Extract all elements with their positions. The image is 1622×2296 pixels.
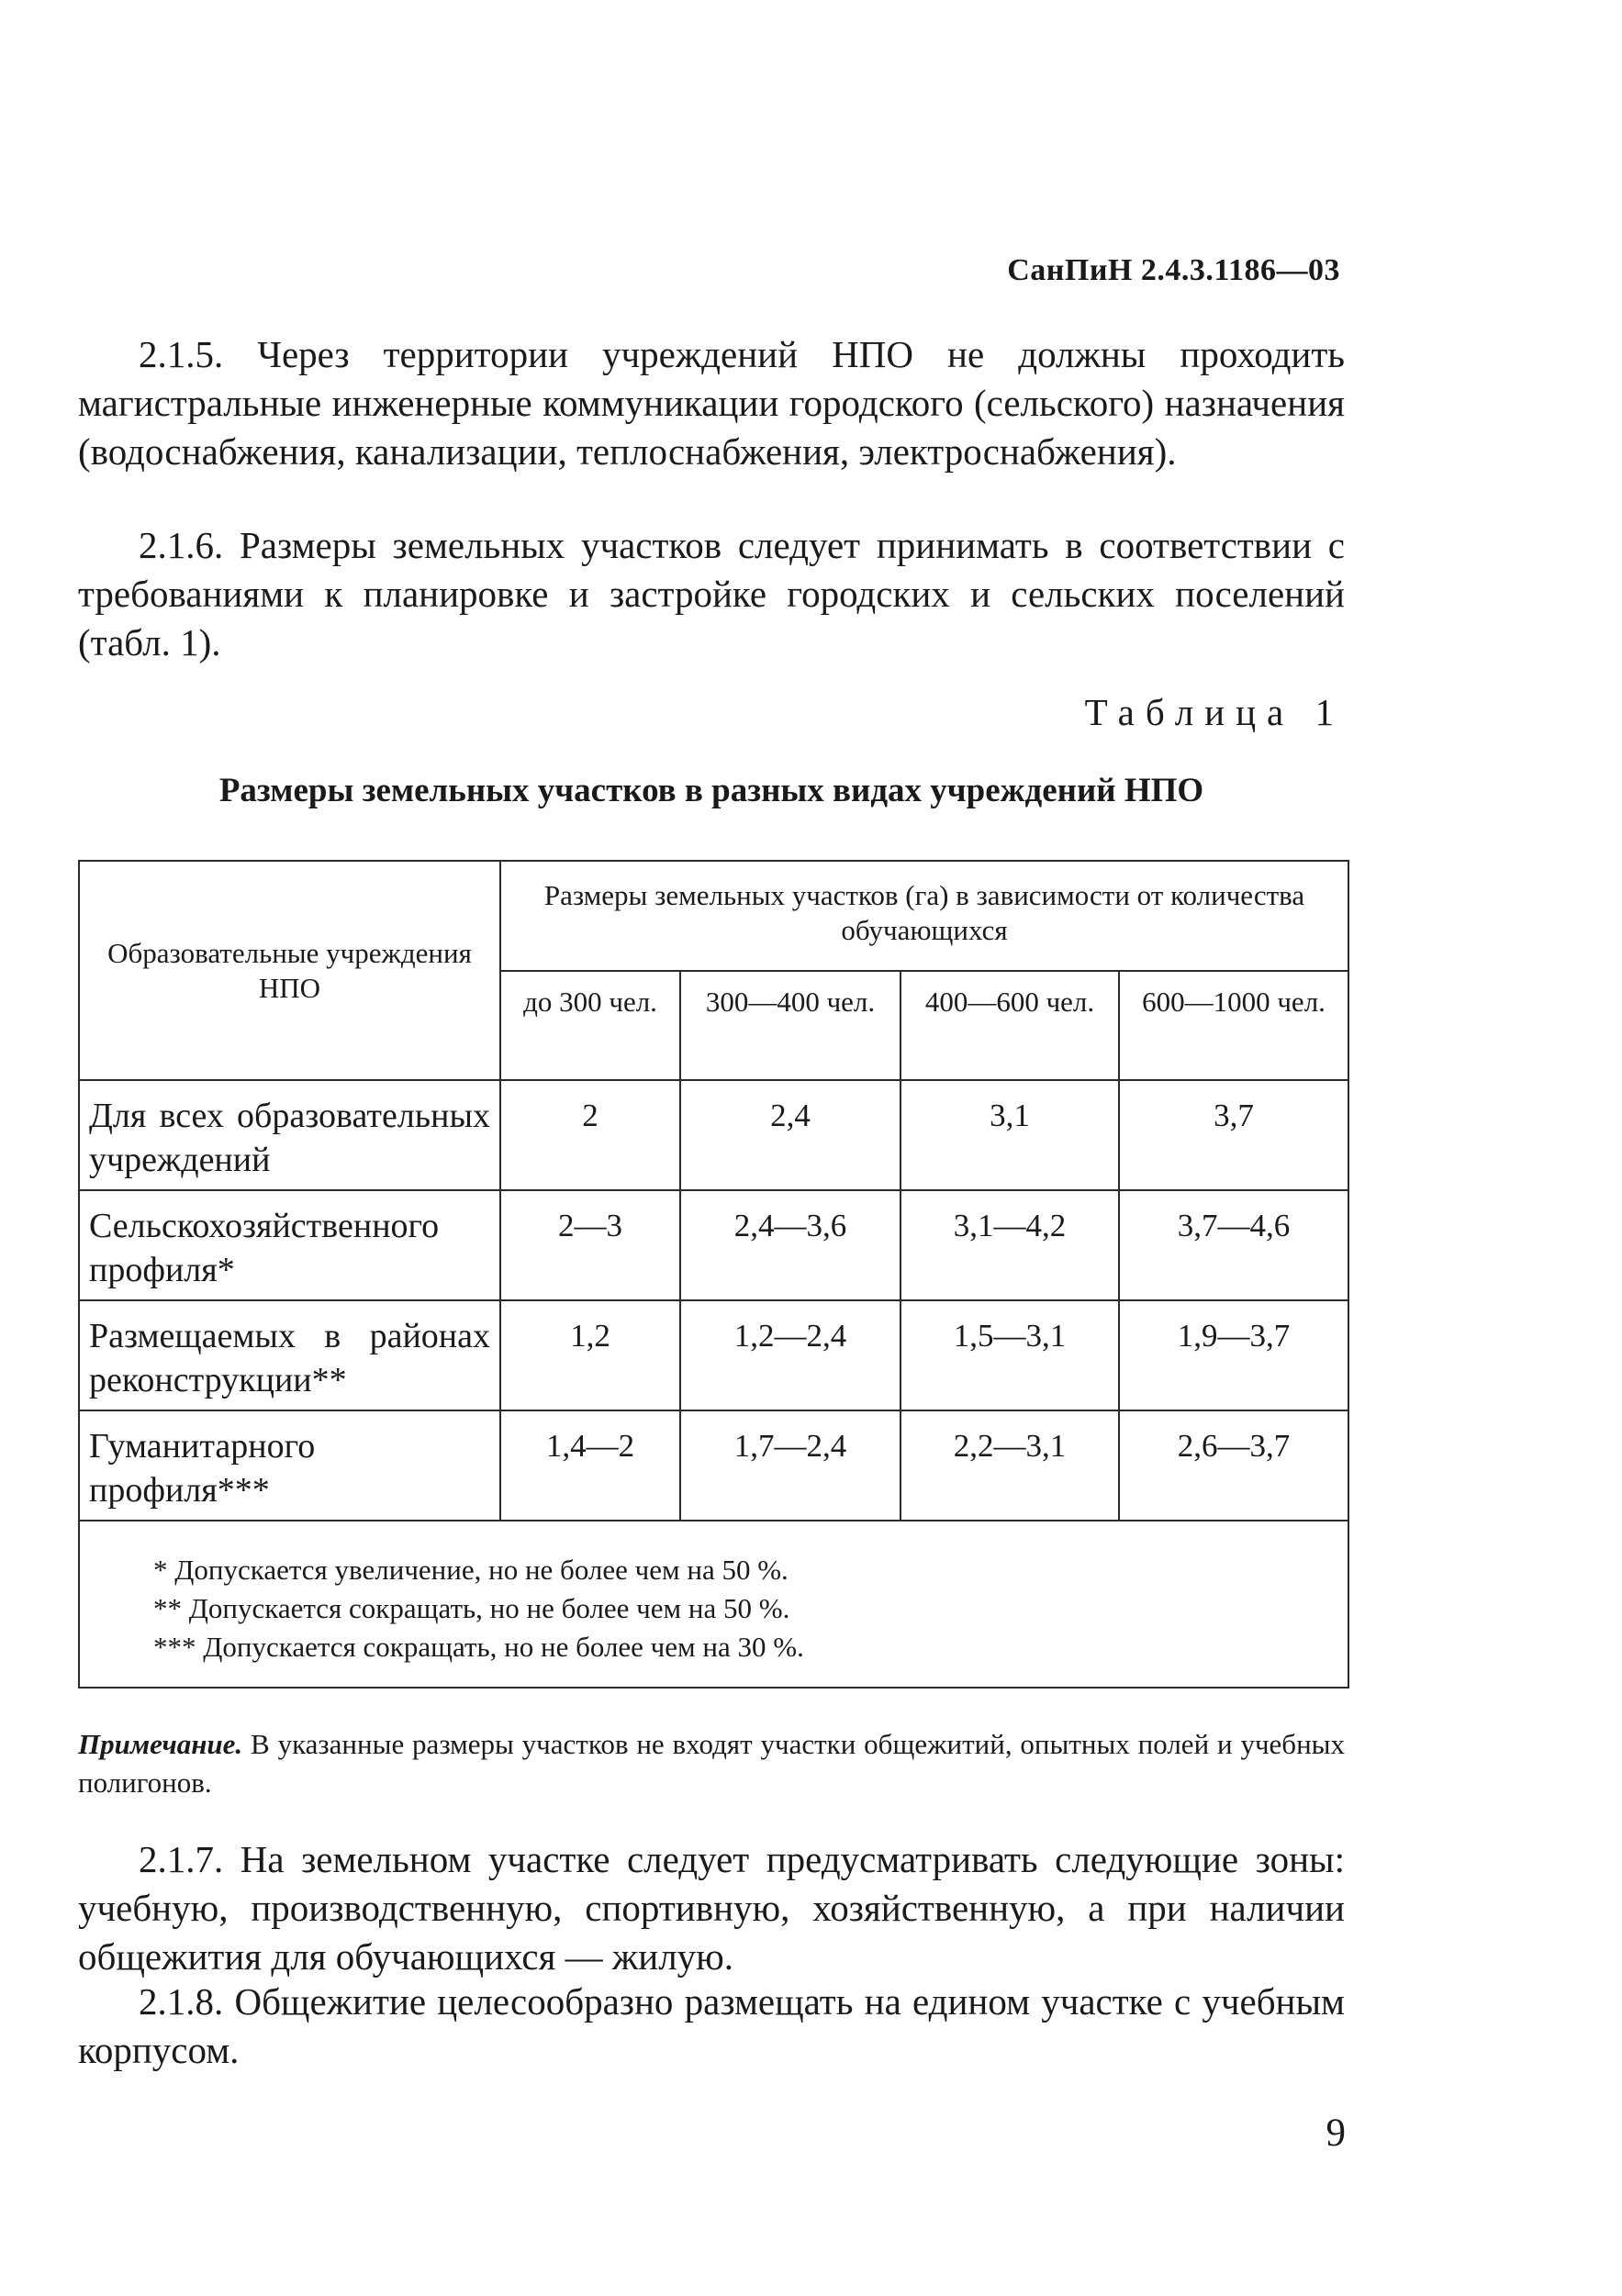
- cell-value: 2,4—3,6: [680, 1190, 900, 1300]
- paragraph-2-1-6: 2.1.6. Размеры земельных участков следует принимать в соответствии с требованиями к планировке и застройке городских и сельских поселений (табл. 1).: [78, 524, 1345, 663]
- cell-value: 3,1—4,2: [900, 1190, 1119, 1300]
- cell-value: 3,7: [1119, 1080, 1348, 1190]
- footnote-1: * Допускается увеличение, но не более чем на 50 %.: [153, 1554, 789, 1586]
- header-size-0: до 300 чел.: [500, 971, 680, 1080]
- footnote-2: ** Допускается сокращать, но не более чем на 50 %.: [153, 1592, 790, 1624]
- row-name: Для всех образовательных учреждений: [79, 1080, 500, 1190]
- cell-value: 2—3: [500, 1190, 680, 1300]
- header-size-2: 400—600 чел.: [900, 971, 1119, 1080]
- cell-value: 2: [500, 1080, 680, 1190]
- table-row: [79, 1410, 1348, 1521]
- header-institutions: Образовательные учреждения НПО: [79, 861, 500, 1080]
- cell-value: 1,4—2: [500, 1410, 680, 1521]
- footnote-3: *** Допускается сокращать, но не более чем на 30 %.: [153, 1631, 804, 1663]
- cell-value: 2,4: [680, 1080, 900, 1190]
- paragraph-2-1-5: 2.1.5. Через территории учреждений НПО не должны проходить магистральные инженерные коммуникации городского (сельского) назначения (водоснабжения, канализации, теплоснабжения, электроснабжения).: [78, 333, 1345, 473]
- table-note: [78, 1725, 1345, 1802]
- row-name: Сельскохозяйственного профиля*: [79, 1190, 500, 1300]
- cell-value: 1,2: [500, 1300, 680, 1410]
- cell-value: 1,7—2,4: [680, 1410, 900, 1521]
- header-size-group: Размеры земельных участков (га) в зависимости от количества обучающихся: [500, 861, 1348, 971]
- cell-value: 2,6—3,7: [1119, 1410, 1348, 1521]
- cell-value: 1,9—3,7: [1119, 1300, 1348, 1410]
- header-size-3: 600—1000 чел.: [1119, 971, 1348, 1080]
- cell-value: 1,5—3,1: [900, 1300, 1119, 1410]
- cell-value: 1,2—2,4: [680, 1300, 900, 1410]
- page-number: 9: [1326, 2112, 1346, 2155]
- cell-value: 3,1: [900, 1080, 1119, 1190]
- land-size-table: [78, 860, 1349, 1689]
- table-label: Таблица 1: [1084, 691, 1345, 733]
- table-row: [79, 1080, 1348, 1190]
- table-footnotes: [79, 1521, 1348, 1688]
- table-row: [79, 1190, 1348, 1300]
- header-size-1: 300—400 чел.: [680, 971, 900, 1080]
- table-title: Размеры земельных участков в разных видах учреждений НПО: [218, 772, 1204, 809]
- note-text: В указанные размеры участков не входят участки общежитий, опытных полей и учебных полигонов.: [78, 1728, 1345, 1799]
- row-name: Гуманитарного профиля***: [79, 1410, 500, 1521]
- paragraph-2-1-8: 2.1.8. Общежитие целесообразно размещать на едином участке с учебным корпусом.: [78, 1980, 1345, 2071]
- note-label: Примечание.: [78, 1728, 243, 1760]
- document-code: СанПиН 2.4.3.1186—03: [1007, 253, 1340, 287]
- paragraph-2-1-7: 2.1.7. На земельном участке следует предусматривать следующие зоны: учебную, производственную, спортивную, хозяйственную, а при наличии общежития для обучающихся — жилую.: [78, 1838, 1345, 1978]
- cell-value: 2,2—3,1: [900, 1410, 1119, 1521]
- table-row: [79, 1300, 1348, 1410]
- row-name: Размещаемых в районах реконструкции**: [79, 1300, 500, 1410]
- cell-value: 3,7—4,6: [1119, 1190, 1348, 1300]
